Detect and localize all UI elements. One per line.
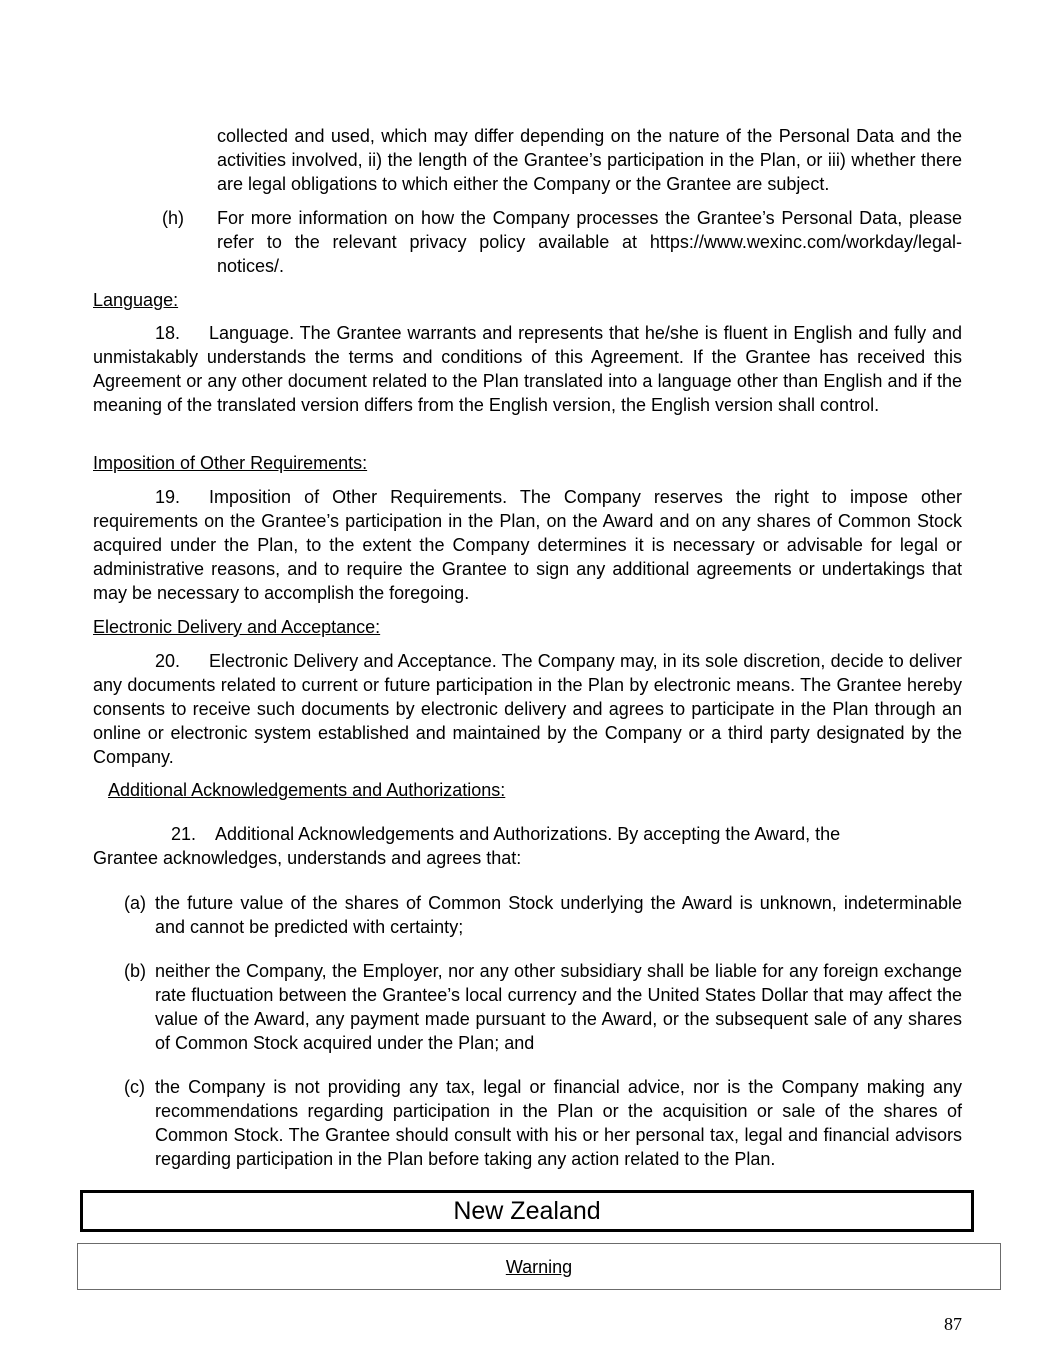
language-text: Language. The Grantee warrants and represents that he/she is fluent in English and fully and unmistakably understands the terms and conditions of this Agreement. If the Grantee has received this Agreement or any other document related to the Plan translated into a language other than English and if the meaning of the translated version differs from the English version, the English version shall control.	[93, 323, 962, 415]
item-a-label: (a)	[124, 893, 146, 913]
item-a-text: the future value of the shares of Common Stock underlying the Award is unknown, indeterminable and cannot be predicted with certainty;	[155, 893, 962, 937]
item-b-label: (b)	[124, 961, 146, 981]
additional-intro-line1	[171, 822, 840, 846]
page-number: 87	[944, 1314, 962, 1334]
language-paragraph	[93, 321, 962, 417]
additional-number: 21.	[171, 824, 197, 844]
imposition-number: 19.	[155, 487, 181, 507]
language-number: 18.	[155, 323, 181, 343]
continuation-paragraph: collected and used, which may differ depending on the nature of the Personal Data and the activities involved, ii) the length of the Grantee’s participation in the Plan, or iii) whether there are legal obligations to which either the Company or the Grantee are subject.	[217, 126, 962, 194]
imposition-heading: Imposition of Other Requirements:	[93, 453, 368, 473]
item-c-text: the Company is not providing any tax, legal or financial advice, nor is the Company making any recommendations regarding participation in the Plan or the acquisition or sale of the shares of Common Stock. The Grantee should consult with his or her personal tax, legal and financial advisors regarding participation in the Plan before taking any action related to the Plan.	[155, 1077, 962, 1169]
item-h-text: For more information on how the Company processes the Grantee’s Personal Data, please refer to the relevant privacy policy available at https://www.wexinc.com/workday/legal-notices/.	[217, 208, 962, 276]
additional-heading: Additional Acknowledgements and Authorizations:	[108, 780, 506, 800]
item-c-label: (c)	[124, 1077, 145, 1097]
electronic-text: Electronic Delivery and Acceptance. The Company may, in its sole discretion, decide to deliver any documents related to current or future participation in the Plan by electronic means. The Grantee hereby consents to receive such documents by electronic delivery and agrees to participate in the Plan through an online or electronic system established and maintained by the Company or a third party designated by the Company.	[93, 651, 962, 767]
language-heading: Language:	[93, 290, 179, 310]
item-b-text: neither the Company, the Employer, nor any other subsidiary shall be liable for any foreign exchange rate fluctuation between the Grantee’s local currency and the United States Dollar that may affect the value of the Award, any payment made pursuant to the Award, or the subsequent sale of any shares of Common Stock acquired under the Plan; and	[155, 961, 962, 1053]
warning-box	[77, 1243, 1001, 1290]
imposition-text: Imposition of Other Requirements. The Company reserves the right to impose other requirements on the Grantee’s participation in the Plan, on the Award and on any shares of Common Stock acquired under the Plan, to the extent the Company determines it is necessary or advisable for legal or administrative reasons, and to require the Grantee to sign any additional agreements or undertakings that may be necessary to accomplish the foregoing.	[93, 487, 962, 603]
country-title: New Zealand	[453, 1197, 601, 1225]
item-h-label: (h)	[162, 208, 184, 228]
electronic-heading: Electronic Delivery and Acceptance:	[93, 617, 381, 637]
electronic-number: 20.	[155, 651, 181, 671]
imposition-paragraph	[93, 485, 962, 605]
additional-intro-text: Additional Acknowledgements and Authorizations. By accepting the Award, the	[215, 824, 841, 844]
warning-title: Warning	[505, 1256, 573, 1277]
electronic-paragraph	[93, 649, 962, 769]
country-box	[80, 1190, 974, 1232]
additional-intro-line2: Grantee acknowledges, understands and agrees that:	[93, 848, 522, 868]
